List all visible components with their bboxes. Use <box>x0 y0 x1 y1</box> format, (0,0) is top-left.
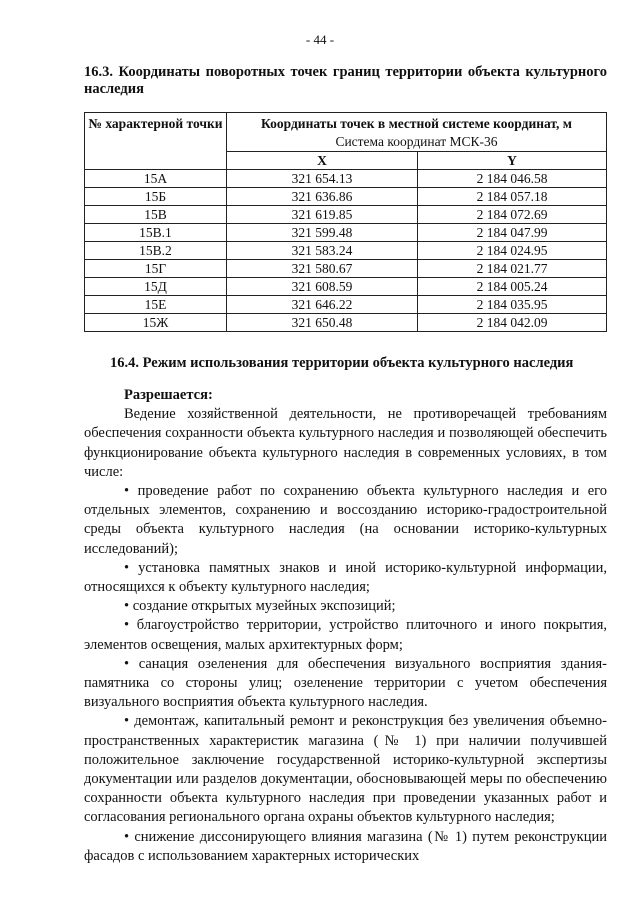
coordinates-table <box>84 112 607 332</box>
list-item: • снижение диссонирующего влияния магазина (№ 1) путем реконструкции фасадов с использованием характерных исторических <box>84 828 607 866</box>
cell-x: 321 580.67 <box>227 260 418 278</box>
header-coordinates <box>227 113 607 152</box>
section-16-4-title: 16.4. Режим использования территории объекта культурного наследия <box>110 355 574 371</box>
cell-x: 321 608.59 <box>227 278 418 296</box>
header-coordinate-system: Система координат МСК-36 <box>335 134 498 149</box>
list-item: • демонтаж, капитальный ремонт и реконструкция без увеличения объемно-пространственных характеристик магазина (№ 1) при наличии получившей положительное заключение государственной историко-культурной экспертизы документации или разделов документации, обосновывающей меры по обеспечению сохранности объекта культурного наследия при проведении указанных работ и согласования регионального органа охраны объектов культурного наследия; <box>84 712 607 827</box>
cell-point: 15Г <box>85 260 227 278</box>
page-number: - 44 - <box>305 32 335 47</box>
cell-y: 2 184 072.69 <box>418 206 607 224</box>
table-row <box>85 224 607 242</box>
table-row <box>85 188 607 206</box>
cell-y: 2 184 005.24 <box>418 278 607 296</box>
cell-x: 321 646.22 <box>227 296 418 314</box>
header-y: Y <box>418 152 607 170</box>
cell-point: 15В <box>85 206 227 224</box>
cell-point: 15Д <box>85 278 227 296</box>
cell-y: 2 184 024.95 <box>418 242 607 260</box>
table-row <box>85 170 607 188</box>
cell-point: 15Б <box>85 188 227 206</box>
cell-y: 2 184 047.99 <box>418 224 607 242</box>
cell-point: 15Е <box>85 296 227 314</box>
cell-y: 2 184 046.58 <box>418 170 607 188</box>
cell-y: 2 184 021.77 <box>418 260 607 278</box>
section-16-4-body <box>84 386 607 866</box>
cell-point: 15А <box>85 170 227 188</box>
list-item: • установка памятных знаков и иной историко-культурной информации, относящихся к объекту культурного наследия; <box>84 559 607 597</box>
cell-x: 321 599.48 <box>227 224 418 242</box>
table-row <box>85 278 607 296</box>
cell-point: 15Ж <box>85 314 227 332</box>
list-item: • создание открытых музейных экспозиций; <box>84 597 607 616</box>
allowed-label: Разрешается: <box>124 387 213 403</box>
header-x: X <box>227 152 418 170</box>
cell-x: 321 650.48 <box>227 314 418 332</box>
table-row <box>85 260 607 278</box>
cell-y: 2 184 035.95 <box>418 296 607 314</box>
cell-x: 321 619.85 <box>227 206 418 224</box>
cell-x: 321 636.86 <box>227 188 418 206</box>
section-16-3-title: 16.3. Координаты поворотных точек границ территории объекта культурного наследия <box>84 64 607 97</box>
table-row <box>85 242 607 260</box>
table-row <box>85 314 607 332</box>
list-item: • санация озеленения для обеспечения визуального восприятия здания-памятника со стороны улиц; озеленение территории с учетом обеспечения визуального восприятия объекта культурного наследия. <box>84 655 607 713</box>
cell-x: 321 654.13 <box>227 170 418 188</box>
table-row <box>85 206 607 224</box>
cell-point: 15В.1 <box>85 224 227 242</box>
cell-x: 321 583.24 <box>227 242 418 260</box>
table-row <box>85 296 607 314</box>
header-point-number: № характерной точки <box>85 113 227 170</box>
list-item: • проведение работ по сохранению объекта культурного наследия и его отдельных элементов, сохранению и воссозданию историко-градостроительной среды объекта культурного наследия (на основании историко-культурных исследований); <box>84 482 607 559</box>
intro-paragraph: Ведение хозяйственной деятельности, не противоречащей требованиям обеспечения сохранности объекта культурного наследия и позволяющей обеспечить функционирование объекта культурного наследия в современных условиях, в том числе: <box>84 406 607 480</box>
cell-y: 2 184 057.18 <box>418 188 607 206</box>
list-item: • благоустройство территории, устройство плиточного и иного покрытия, элементов освещения, малых архитектурных форм; <box>84 616 607 654</box>
cell-point: 15В.2 <box>85 242 227 260</box>
header-coordinates-title: Координаты точек в местной системе координат, м <box>261 116 572 131</box>
cell-y: 2 184 042.09 <box>418 314 607 332</box>
